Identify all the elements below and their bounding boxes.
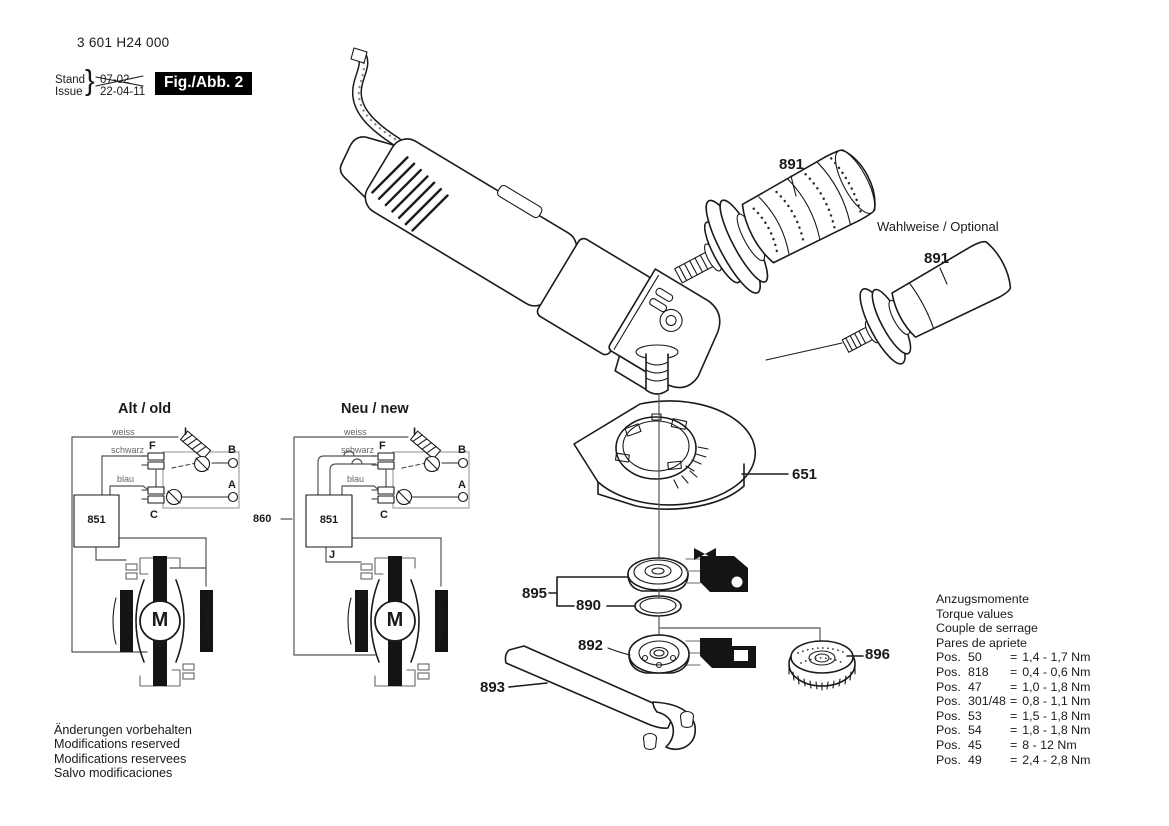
label-891-handle: 891 — [779, 156, 805, 173]
spindle-profile-icon — [686, 548, 748, 592]
label-891-optional: 891 — [924, 250, 950, 267]
terminal-c-alt: C — [150, 509, 158, 521]
wiring-diagram-alt — [72, 431, 239, 686]
torque-row: Pos. 818 = 0,4 - 0,6 Nm — [936, 664, 1091, 679]
quick-clamping-nut-896 — [789, 641, 855, 690]
torque-title-de: Anzugsmomente — [936, 592, 1029, 606]
wire-label-blau-neu: blau — [347, 474, 365, 484]
wire-label-schwarz-alt: schwarz — [111, 445, 145, 455]
label-651-guard: 651 — [792, 466, 818, 483]
document-number: 3 601 H24 000 — [77, 35, 170, 50]
wire-label-blau-alt: blau — [117, 474, 135, 484]
brush-top — [153, 556, 167, 602]
wire-label-schwarz-neu: schwarz — [341, 445, 375, 455]
terminal-a-contact — [229, 493, 238, 502]
revision-notice — [54, 723, 192, 781]
terminal-f-alt: F — [149, 440, 156, 452]
motor-label-alt: M — [151, 609, 169, 631]
field-coil-left — [120, 590, 133, 652]
clamping-nut-892 — [629, 635, 689, 673]
wire-label-weiss-alt: weiss — [112, 427, 135, 437]
wire-label-weiss-neu: weiss — [344, 427, 367, 437]
label-892-nut: 892 — [578, 637, 604, 654]
terminal-f-plugs — [148, 453, 164, 469]
terminal-c-neu: C — [380, 509, 388, 521]
terminal-b-contact — [229, 459, 238, 468]
terminal-i-alt: I — [184, 426, 188, 438]
terminal-a-alt: A — [228, 479, 236, 491]
module-860-label: 860 — [253, 513, 272, 525]
torque-title-es: Pares de apriete — [936, 635, 1027, 650]
torque-row: Pos. 47 = 1,0 - 1,8 Nm — [936, 679, 1091, 694]
torque-row: Pos. 49 = 2,4 - 2,8 Nm — [936, 752, 1091, 767]
torque-row: Pos. 53 = 1,5 - 1,8 Nm — [936, 708, 1091, 723]
brush-bottom — [153, 640, 167, 686]
terminal-b-alt: B — [228, 444, 236, 456]
wiring-title-old: Alt / old — [118, 401, 172, 417]
old-date: 07-02 — [100, 74, 130, 86]
spindle — [646, 354, 668, 394]
torque-table — [936, 592, 1090, 767]
terminal-i-neu: I — [413, 426, 417, 438]
optional-note: Wahlweise / Optional — [877, 219, 999, 234]
mounting-flange-895 — [628, 558, 688, 591]
wiring-diagram-neu — [281, 431, 469, 686]
torque-row: Pos. 301/48 = 0,8 - 1,1 Nm — [936, 694, 1091, 709]
new-date: 22-04-11 — [100, 86, 146, 98]
o-ring-890 — [635, 596, 681, 616]
notice-fr: Modifications reservees — [54, 751, 187, 766]
handle-axis-line — [766, 343, 842, 360]
notice-de: Änderungen vorbehalten — [54, 723, 192, 737]
torque-row: Pos. 50 = 1,4 - 1,7 Nm — [936, 650, 1091, 665]
grip — [887, 237, 1017, 343]
module-851-alt: 851 — [87, 514, 106, 526]
angle-grinder — [321, 48, 734, 409]
date-brace: } — [85, 65, 95, 97]
torque-title-en: Torque values — [936, 606, 1014, 621]
stand-label: Stand — [55, 74, 86, 86]
terminal-f-neu: F — [379, 440, 386, 452]
notice-en: Modifications reserved — [54, 737, 180, 752]
junction-j-label: J — [329, 549, 336, 561]
label-893-spanner: 893 — [480, 679, 506, 696]
label-890-ring: 890 — [576, 597, 602, 614]
issue-label: Issue — [55, 86, 83, 98]
module-851-neu: 851 — [319, 514, 339, 526]
motor-housing — [359, 133, 583, 312]
label-895-flange-group: 895 — [522, 585, 548, 602]
label-896-quick-nut: 896 — [865, 646, 891, 663]
leader-893 — [509, 683, 547, 687]
notice-es: Salvo modificaciones — [54, 766, 173, 781]
leader-892 — [608, 648, 630, 655]
figure-label: Fig./Abb. 2 — [155, 72, 252, 95]
wheel-guard-651 — [574, 401, 755, 509]
motor-label-neu: M — [386, 609, 404, 631]
torque-title-fr: Couple de serrage — [936, 621, 1038, 636]
torque-row: Pos. 54 = 1,8 - 1,8 Nm — [936, 723, 1091, 738]
wiring-title-new: Neu / new — [341, 401, 409, 417]
terminal-b-neu: B — [458, 444, 466, 456]
cord-end — [351, 48, 367, 63]
axis-branch — [659, 589, 820, 642]
terminal-c-plugs — [148, 487, 164, 503]
spindle-profile-icon-2 — [686, 638, 756, 668]
terminal-a-neu: A — [458, 479, 466, 491]
torque-row: Pos. 45 = 8 - 12 Nm — [936, 737, 1077, 752]
